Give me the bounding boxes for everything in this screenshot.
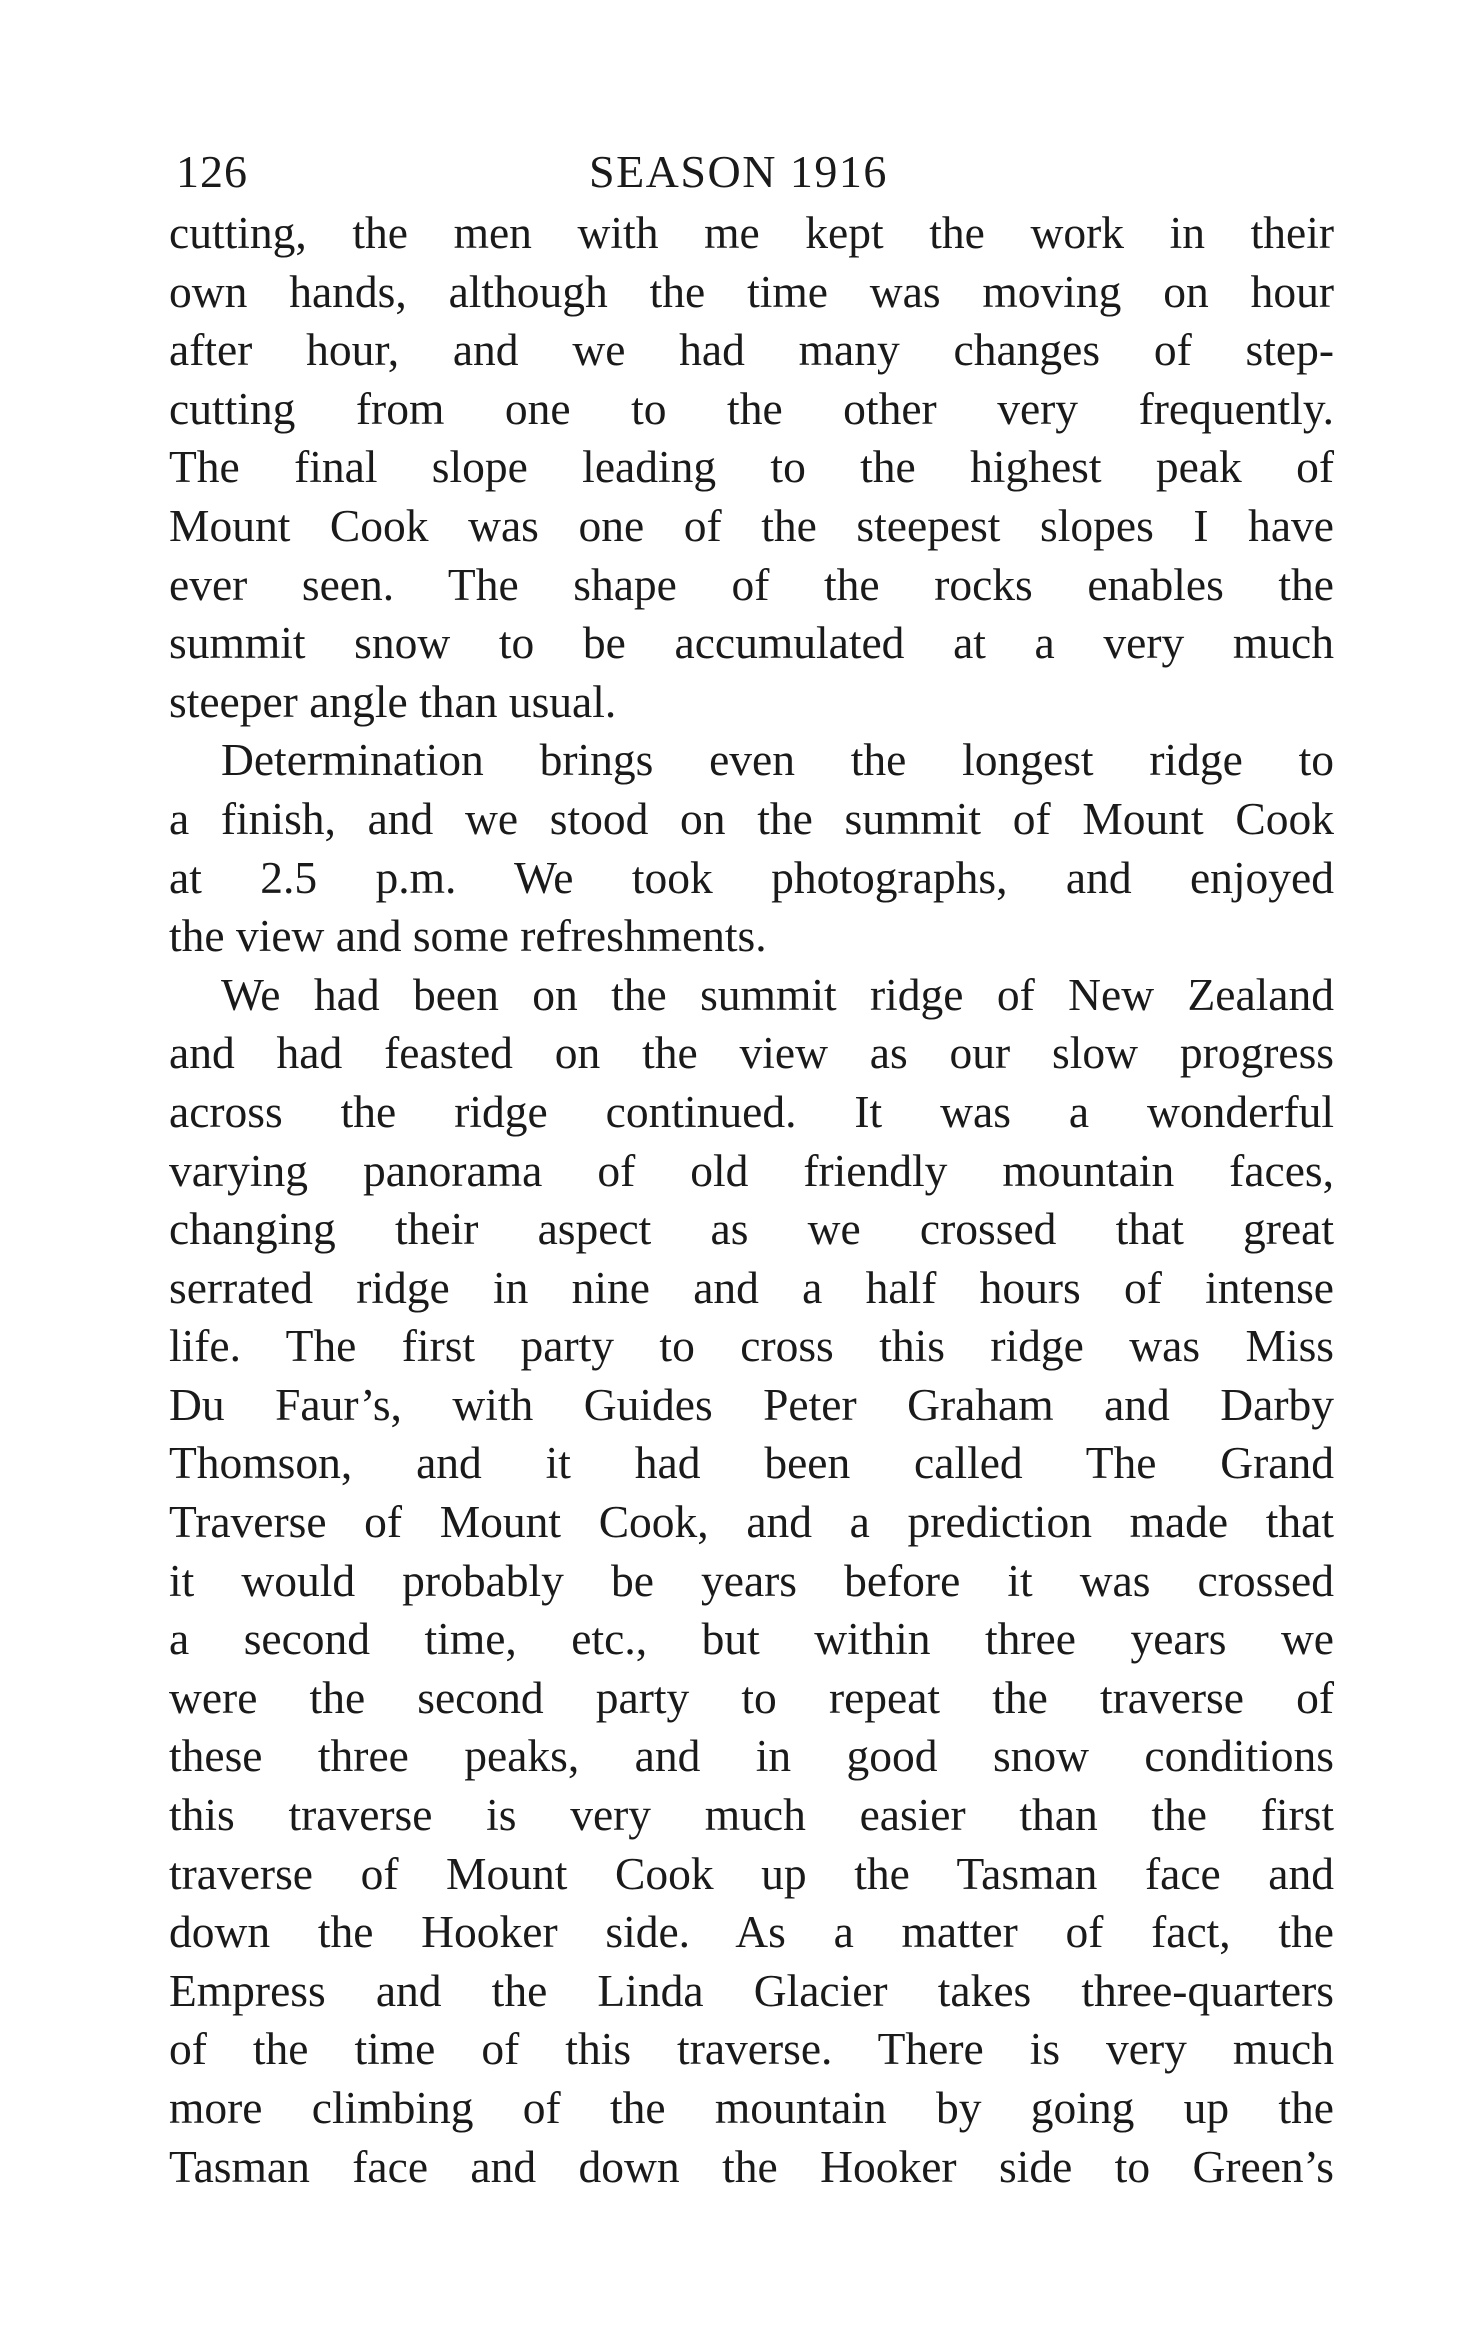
page-number: 126	[176, 146, 248, 197]
text-line: Du Faur’s, with Guides Peter Graham and Darby	[169, 1378, 1334, 1430]
running-title: SEASON 1916	[589, 146, 888, 197]
text-line: changing their aspect as we crossed that great	[169, 1203, 1334, 1255]
text-line: a second time, etc., but within three years we	[169, 1613, 1334, 1665]
text-line: at 2.5 p.m. We took photographs, and enjoyed	[169, 851, 1334, 903]
text-line: of the time of this traverse. There is very much	[169, 2023, 1334, 2075]
text-line: life. The first party to cross this ridge was Miss	[169, 1320, 1334, 1372]
text-line: Traverse of Mount Cook, and a prediction made that	[169, 1496, 1334, 1548]
text-line: down the Hooker side. As a matter of fact, the	[169, 1906, 1334, 1958]
text-line: We had been on the summit ridge of New Zealand	[221, 968, 1334, 1020]
running-head	[169, 140, 1334, 204]
paragraph-1	[169, 204, 1334, 731]
text-line: were the second party to repeat the traverse of	[169, 1671, 1334, 1723]
text-line: ever seen. The shape of the rocks enables the	[169, 558, 1334, 610]
text-line: Determination brings even the longest ridge to	[221, 734, 1334, 786]
text-line: Empress and the Linda Glacier takes three-quarters	[169, 1964, 1334, 2016]
text-line: traverse of Mount Cook up the Tasman face and	[169, 1847, 1334, 1899]
body-text	[169, 204, 1334, 2196]
text-line: varying panorama of old friendly mountain faces,	[169, 1144, 1334, 1196]
text-line: more climbing of the mountain by going up the	[169, 2082, 1334, 2133]
text-line: The final slope leading to the highest peak of	[169, 441, 1334, 493]
text-line: a finish, and we stood on the summit of Mount Cook	[169, 792, 1334, 844]
text-line: summit snow to be accumulated at a very much	[169, 617, 1334, 669]
text-line: steeper angle than usual.	[169, 675, 617, 727]
text-line: serrated ridge in nine and a half hours of intense	[169, 1261, 1334, 1313]
paragraph-3	[169, 966, 1334, 2196]
text-line: cutting from one to the other very frequently.	[169, 382, 1334, 434]
book-page	[169, 140, 1334, 2196]
text-line: Thomson, and it had been called The Grand	[169, 1437, 1334, 1489]
text-line: Mount Cook was one of the steepest slopes I have	[169, 499, 1334, 551]
text-line: this traverse is very much easier than the first	[169, 1789, 1334, 1841]
text-line: across the ridge continued. It was a wonderful	[169, 1085, 1334, 1137]
text-line: after hour, and we had many changes of step-	[169, 324, 1334, 376]
text-line: the view and some refreshments.	[169, 910, 767, 962]
paragraph-2	[169, 731, 1334, 965]
text-line: cutting, the men with me kept the work in their	[169, 207, 1334, 258]
text-line: own hands, although the time was moving on hour	[169, 265, 1334, 317]
text-line: and had feasted on the view as our slow progress	[169, 1027, 1334, 1079]
text-line: it would probably be years before it was crossed	[169, 1554, 1334, 1606]
text-line: these three peaks, and in good snow conditions	[169, 1730, 1334, 1782]
text-line: Tasman face and down the Hooker side to Green’s	[169, 2140, 1334, 2192]
